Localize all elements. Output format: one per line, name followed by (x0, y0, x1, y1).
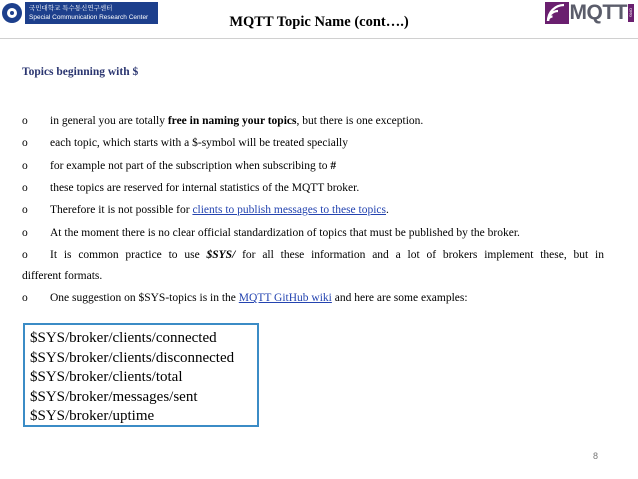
publish-restriction-link[interactable]: clients to publish messages to these topics (192, 204, 386, 216)
page-number: 8 (593, 451, 599, 461)
bullet-1 (22, 113, 423, 129)
bullet-7-text-end: for all these information and a lot of brokers implement these, but in (235, 249, 604, 261)
title-divider (0, 38, 638, 39)
bullet-3 (22, 158, 336, 174)
bullet-3-bold: # (330, 160, 337, 172)
bullet-marker: o (22, 227, 28, 239)
bullet-3-text: for example not part of the subscription when subscribing to (50, 160, 331, 172)
bullet-7-text: It is common practice to use (50, 249, 207, 261)
bullet-1-text-end: , but there is one exception. (296, 115, 424, 127)
section-heading: Topics beginning with $ (22, 66, 139, 78)
bullet-7-continuation: different formats. (22, 270, 103, 282)
bullet-marker: o (22, 204, 28, 216)
bullet-1-bold: free in naming your topics (167, 115, 297, 127)
bullet-6 (22, 225, 520, 241)
bullet-6-text: At the moment there is no clear official standardization of topics that must be published by the broker. (50, 227, 520, 239)
bullet-2-text: each topic, which starts with a $-symbol will be treated specially (50, 137, 348, 149)
example-topic: $SYS/broker/clients/total (30, 369, 183, 385)
bullet-7 (22, 247, 604, 263)
bullet-marker: o (22, 115, 28, 127)
bullet-marker: o (22, 249, 28, 261)
mqtt-logo-text: MQTT (569, 1, 627, 24)
bullet-8-text-end: and here are some examples: (331, 292, 468, 304)
org-name-korean: 국민대학교 특수통신연구센터 (29, 5, 113, 12)
example-topic: $SYS/broker/uptime (30, 408, 155, 424)
bullet-4 (22, 180, 359, 196)
bullet-marker: o (22, 137, 28, 149)
bullet-marker: o (22, 182, 28, 194)
example-topic: $SYS/broker/messages/sent (30, 388, 198, 405)
bullet-8 (22, 290, 468, 306)
example-topic: $SYS/broker/clients/disconnected (30, 349, 235, 366)
bullet-5 (22, 202, 389, 218)
org-name-english: Special Communication Research Center (29, 14, 149, 21)
bullet-4-text: these topics are reserved for internal statistics of the MQTT broker. (50, 182, 360, 194)
github-wiki-link[interactable]: MQTT GitHub wiki (238, 292, 332, 304)
slide-title: MQTT Topic Name (cont….) (229, 14, 409, 30)
bullet-8-text: One suggestion on $SYS-topics is in the (50, 292, 239, 304)
example-topic: $SYS/broker/clients/connected (30, 330, 217, 346)
bullet-5-text: Therefore it is not possible for (50, 204, 193, 216)
bullet-1-text: in general you are totally (50, 115, 168, 127)
bullet-2 (22, 135, 348, 151)
bullet-marker: o (22, 160, 28, 172)
bullet-5-text-end: . (386, 204, 389, 216)
bullet-marker: o (22, 292, 28, 304)
mqtt-logo-tag: ORG (628, 4, 634, 22)
sys-topics-example-box (23, 323, 259, 427)
bullet-7-bold: $SYS/ (206, 249, 236, 261)
